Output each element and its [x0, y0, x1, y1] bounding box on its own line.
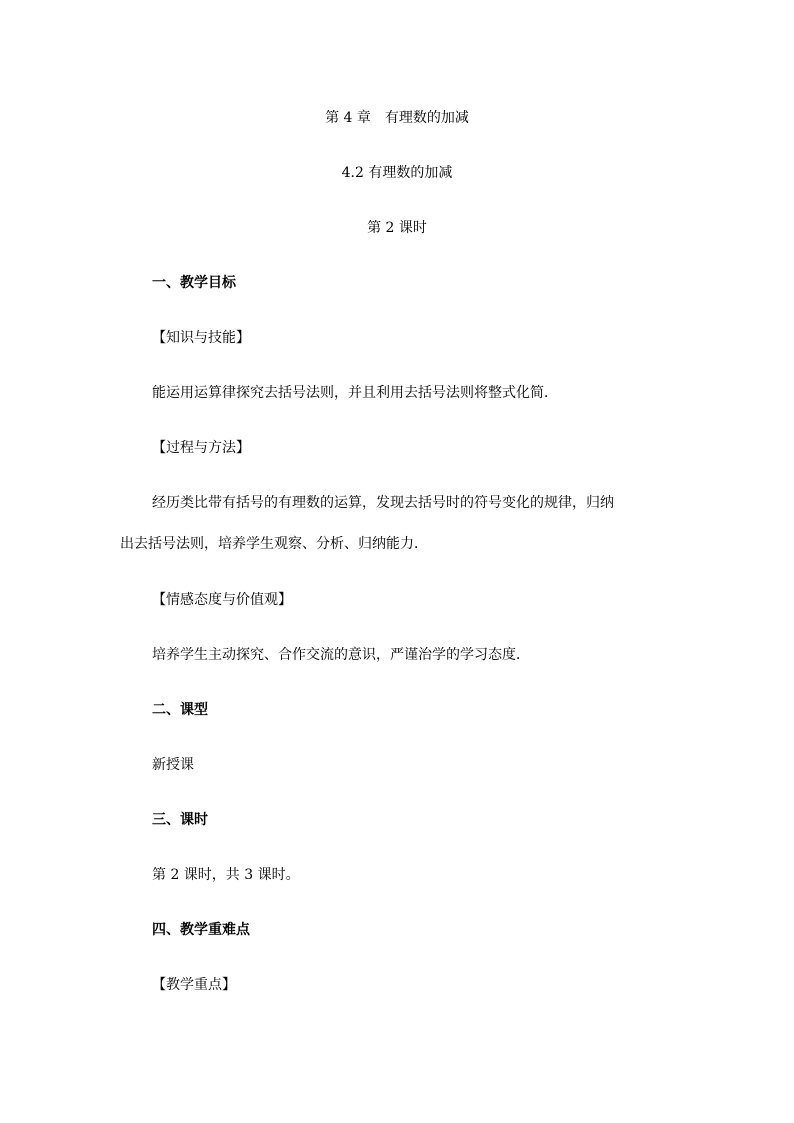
class-hours-text: 第 2 课时，共 3 课时。	[152, 867, 300, 883]
emotion-heading: 【情感态度与价值观】	[152, 592, 292, 608]
class-hours-heading: 三、课时	[152, 812, 208, 828]
teaching-focus-heading: 【教学重点】	[152, 977, 236, 993]
knowledge-heading: 【知识与技能】	[152, 330, 250, 346]
lesson-type-heading: 二、课型	[152, 702, 208, 718]
process-text-line1: 经历类比带有括号的有理数的运算，发现去括号时的符号变化的规律，归纳	[152, 495, 614, 511]
chapter-title: 第 4 章 有理数的加减	[325, 110, 469, 126]
knowledge-text: 能运用运算律探究去括号法则，并且利用去括号法则将整式化简．	[152, 385, 558, 401]
objectives-heading: 一、教学目标	[152, 275, 236, 291]
key-points-heading: 四、教学重难点	[152, 922, 250, 938]
process-heading: 【过程与方法】	[152, 440, 250, 456]
lesson-title: 第 2 课时	[367, 220, 427, 236]
process-text-line2: 出去括号法则，培养学生观察、分析、归纳能力．	[120, 536, 428, 552]
emotion-text: 培养学生主动探究、合作交流的意识，严谨治学的学习态度．	[152, 647, 530, 663]
lesson-type-text: 新授课	[152, 757, 194, 773]
section-title: 4.2 有理数的加减	[341, 165, 453, 181]
